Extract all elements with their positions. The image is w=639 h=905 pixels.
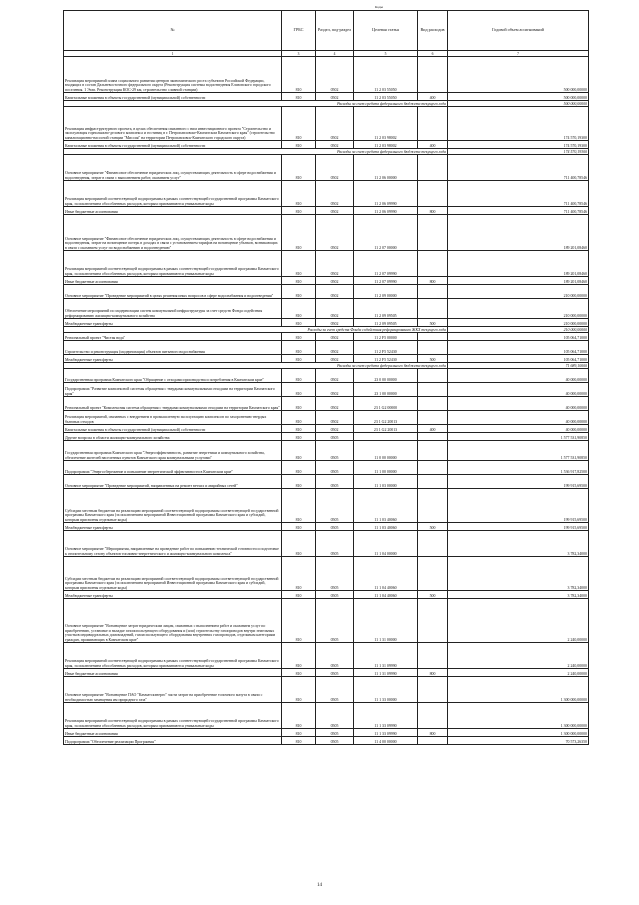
section-cell: 0502	[316, 155, 354, 181]
amount-cell: 711 400,78546	[448, 181, 589, 207]
section-cell: 0502	[316, 319, 354, 327]
section-cell: 0505	[316, 591, 354, 599]
expense-type-cell: 800	[418, 277, 448, 285]
grbs-cell: 810	[282, 397, 316, 411]
article-cell: 11 2 07 09990	[354, 251, 418, 277]
expense-type-cell	[418, 531, 448, 557]
expense-type-cell	[418, 341, 448, 355]
table-row	[64, 383, 589, 397]
expense-type-cell	[418, 215, 448, 251]
amount-cell: 189 201,08460	[448, 277, 589, 285]
expense-type-cell: 500	[418, 355, 448, 363]
row-name-cell: Подпрограмма "Обеспечение реализации Программы"	[64, 737, 282, 745]
row-name-cell: Реализация мероприятий соответствующей подпрограммы в рамках соответствующей государственной программы Камчатского края, за исключением обособленных расходов, которым присваиваются уникальные коды	[64, 703, 282, 729]
table-row	[64, 341, 589, 355]
table-row	[64, 285, 589, 299]
section-cell: 0502	[316, 355, 354, 363]
expense-type-cell	[418, 475, 448, 489]
expense-type-cell	[418, 333, 448, 341]
row-name-cell: Иные бюджетные ассигнования	[64, 729, 282, 737]
column-header-grbs: ГРБС	[282, 11, 316, 51]
section-cell: 0502	[316, 215, 354, 251]
amount-cell: 1 300 000,00000	[448, 729, 589, 737]
table-row	[64, 557, 589, 591]
table-row	[64, 215, 589, 251]
amount-cell: 210 000,00000	[448, 285, 589, 299]
row-name-cell: Межбюджетные трансферты	[64, 319, 282, 327]
grbs-cell: 810	[282, 277, 316, 285]
column-header-section: Раздел, под-раздел	[316, 11, 354, 51]
table-row	[64, 299, 589, 319]
expense-type-cell	[418, 461, 448, 475]
grbs-cell: 810	[282, 383, 316, 397]
grbs-cell: 810	[282, 737, 316, 745]
table-row	[64, 677, 589, 703]
expense-type-cell	[418, 677, 448, 703]
row-name-cell: Основное мероприятие "Возмещение затрат юридическим лицам, связанных с выполнением работ и оказанием услуг по приобретению, установке и наладке газоиспользующего оборудования и (или) строительству газопроводов внутри земельных участков индивидуальных домовладений, газоиспользующего оборудования внутренних газопроводов, отдельным категориям граждан, проживающих в Камчатском крае"	[64, 599, 282, 643]
expense-type-cell	[418, 155, 448, 181]
amount-cell: 40 000,00000	[448, 425, 589, 433]
article-cell: 11 2 06 09990	[354, 207, 418, 215]
row-name-cell: Основное мероприятие "Возмещение ПАО "Камчатскэнерго" части затрат на приобретение топочного мазута в связи с необходимостью замещения им природного газа"	[64, 677, 282, 703]
expense-type-cell: 400	[418, 93, 448, 101]
amount-cell: 70 573,26350	[448, 737, 589, 745]
table-body	[64, 57, 589, 745]
article-cell	[354, 433, 418, 441]
grbs-cell: 810	[282, 155, 316, 181]
amount-cell: 3 782,34000	[448, 557, 589, 591]
article-cell: 11 1 04 40060	[354, 591, 418, 599]
row-name-cell: Межбюджетные трансферты	[64, 523, 282, 531]
section-cell: 0502	[316, 93, 354, 101]
funding-source-amount: 500 000,00000	[448, 101, 589, 107]
grbs-cell: 810	[282, 319, 316, 327]
section-cell: 0502	[316, 369, 354, 383]
amount-cell: 3 782,34000	[448, 531, 589, 557]
grbs-cell: 810	[282, 299, 316, 319]
section-cell: 0502	[316, 277, 354, 285]
article-cell: 11 1 31 09990	[354, 669, 418, 677]
section-cell: 0502	[316, 411, 354, 425]
article-cell: 23 0 00 00000	[354, 369, 418, 383]
funding-source-label: Расходы за счет средств федерального бюджета текущего года	[64, 101, 448, 107]
funding-source-label: Расходы за счет средств Фонда содействия реформированию ЖКХ текущего года	[64, 327, 448, 333]
article-cell: 23 1 G2 20013	[354, 425, 418, 433]
table-row	[64, 669, 589, 677]
expense-type-cell: 800	[418, 207, 448, 215]
row-name-cell: Государственная программа Камчатского края "Обращение с отходами производства и потребления в Камчатском крае"	[64, 369, 282, 383]
grbs-cell: 810	[282, 251, 316, 277]
expense-type-cell: 500	[418, 523, 448, 531]
funding-source-label: Расходы за счет средств федерального бюджета текущего года	[64, 149, 448, 155]
grbs-cell: 810	[282, 669, 316, 677]
table-row	[64, 461, 589, 475]
article-cell: 11 2 06 09990	[354, 181, 418, 207]
section-cell: 0502	[316, 425, 354, 433]
section-cell: 0505	[316, 489, 354, 523]
funding-source-amount: 210 000,00000	[448, 327, 589, 333]
section-cell: 0505	[316, 669, 354, 677]
amount-cell: 40 000,00000	[448, 411, 589, 425]
amount-cell: 2 240,00000	[448, 643, 589, 669]
amount-cell: 711 400,78546	[448, 207, 589, 215]
row-name-cell: Реализация мероприятий соответствующей подпрограммы в рамках соответствующей государственной программы Камчатского края, за исключением обособленных расходов, которым присваиваются уникальные коды	[64, 643, 282, 669]
amount-cell: 711 400,78546	[448, 155, 589, 181]
article-cell: 11 1 00 00000	[354, 461, 418, 475]
article-cell: 11 1 31 09990	[354, 643, 418, 669]
expense-type-cell	[418, 299, 448, 319]
section-cell: 0502	[316, 333, 354, 341]
table-row	[64, 643, 589, 669]
grbs-cell: 810	[282, 591, 316, 599]
article-cell: 11 2 09 09505	[354, 299, 418, 319]
grbs-cell: 810	[282, 729, 316, 737]
row-name-cell: Реализация инфраструктурного проекта, в целях обеспечения связанного с ним инвестиционного проекта "Строительство и эксплуатация горнолыжно-делового комплекса и гостиниц в г. Петропавловске-Камчатском Камчатского края" (строительство канализационно-насосной станции "Миссия" на территории Петропавловск-Камчатского городского округа)	[64, 107, 282, 141]
column-number: 3	[282, 51, 316, 57]
amount-cell: 1 300 000,00000	[448, 677, 589, 703]
article-cell: 11 2 F5 52430	[354, 341, 418, 355]
grbs-cell: 810	[282, 643, 316, 669]
amount-cell: 1 577 531,90850	[448, 433, 589, 441]
amount-cell: 1 536 917,82500	[448, 461, 589, 475]
table-row	[64, 737, 589, 745]
article-cell: 11 1 33 09990	[354, 703, 418, 729]
row-name-cell: Капитальные вложения в объекты государственной (муниципальной) собственности	[64, 93, 282, 101]
section-cell: 0505	[316, 441, 354, 461]
section-cell: 0505	[316, 677, 354, 703]
amount-cell: 2 240,00000	[448, 669, 589, 677]
section-cell: 0502	[316, 181, 354, 207]
table-row	[64, 523, 589, 531]
row-name-cell: Межбюджетные трансферты	[64, 355, 282, 363]
codes-header-label: Коды	[375, 5, 383, 9]
section-cell: 0505	[316, 557, 354, 591]
table-row	[64, 591, 589, 599]
row-name-cell: Реализация мероприятий соответствующей подпрограммы в рамках соответствующей государственной программы Камчатского края, за исключением обособленных расходов, которым присваиваются уникальные коды	[64, 251, 282, 277]
section-cell: 0502	[316, 107, 354, 141]
funding-source-amount: 71 689,10000	[448, 363, 589, 369]
section-cell: 0505	[316, 599, 354, 643]
section-cell: 0502	[316, 341, 354, 355]
section-cell: 0502	[316, 397, 354, 411]
expense-type-cell: 800	[418, 729, 448, 737]
row-name-cell: Реализация мероприятий плана социального развития центров экономического роста субъектов Российской Федерации, входящих в состав Дальневосточного федерального округа (Реконструкция системы водоотведения Елизовского городского поселения. 1 Этап. Реконструкция КОС-29 км, строительство сливной станции)	[64, 57, 282, 93]
table-row	[64, 475, 589, 489]
table-header-row	[64, 11, 589, 51]
table-row	[64, 433, 589, 441]
table-row	[64, 181, 589, 207]
table-row	[64, 369, 589, 383]
column-number: 7	[448, 51, 589, 57]
table-row	[64, 277, 589, 285]
budget-table-page	[63, 10, 588, 745]
expense-type-cell	[418, 703, 448, 729]
table-row	[64, 333, 589, 341]
article-cell: 11 2 07 00000	[354, 215, 418, 251]
table-row	[64, 441, 589, 461]
table-row	[64, 251, 589, 277]
grbs-cell: 810	[282, 411, 316, 425]
row-name-cell: Реализация мероприятий, связанных с внедрением в промышленную эксплуатацию комплексов по захоронению твердых бытовых отходов	[64, 411, 282, 425]
expense-type-cell	[418, 433, 448, 441]
section-cell: 0505	[316, 433, 354, 441]
column-number: 5	[354, 51, 418, 57]
grbs-cell: 810	[282, 207, 316, 215]
article-cell: 11 1 04 40060	[354, 557, 418, 591]
amount-cell: 105 064,71000	[448, 341, 589, 355]
table-row	[64, 425, 589, 433]
grbs-cell: 810	[282, 215, 316, 251]
column-header-amount: Годовой объем ассигнований	[448, 11, 589, 51]
row-name-cell: Региональный проект "Чистая вода"	[64, 333, 282, 341]
row-name-cell: Капитальные вложения в объекты государственной (муниципальной) собственности	[64, 141, 282, 149]
section-cell: 0505	[316, 737, 354, 745]
expense-type-cell	[418, 285, 448, 299]
budget-table	[63, 10, 589, 745]
expense-type-cell	[418, 489, 448, 523]
grbs-cell: 810	[282, 333, 316, 341]
row-name-cell: Государственная программа Камчатского края "Энергоэффективность, развитие энергетики и коммунального хозяйства, обеспечение жителей населенных пунктов Камчатского края коммунальными услугами"	[64, 441, 282, 461]
amount-cell: 189 201,08460	[448, 251, 589, 277]
section-cell: 0502	[316, 207, 354, 215]
row-name-cell: Иные бюджетные ассигнования	[64, 669, 282, 677]
row-name-cell: Иные бюджетные ассигнования	[64, 207, 282, 215]
section-cell: 0505	[316, 461, 354, 475]
section-cell: 0505	[316, 643, 354, 669]
amount-cell: 199 915,69500	[448, 523, 589, 531]
row-name-cell: Субсидии местным бюджетам на реализацию мероприятий соответствующей подпрограммы соответствующей государственной программы Камчатского края (за исключением мероприятий Инвестиционной программы Камчатского края и субсидий, которым присвоены отдельные коды)	[64, 557, 282, 591]
amount-cell: 189 201,08460	[448, 215, 589, 251]
article-cell: 11 2 03 98002	[354, 107, 418, 141]
article-cell: 11 1 03 40060	[354, 523, 418, 531]
expense-type-cell	[418, 107, 448, 141]
section-cell: 0505	[316, 729, 354, 737]
row-name-cell: Строительство и реконструкция (модернизация) объектов питьевого водоснабжения	[64, 341, 282, 355]
expense-type-cell	[418, 441, 448, 461]
article-cell: 11 2 09 00000	[354, 285, 418, 299]
expense-type-cell	[418, 643, 448, 669]
amount-cell: 210 000,00000	[448, 319, 589, 327]
column-number: 6	[418, 51, 448, 57]
row-name-cell: Основное мероприятие "Проведение мероприятий в целях решения иных вопросов в сфере водоснабжения и водоотведения"	[64, 285, 282, 299]
expense-type-cell: 400	[418, 141, 448, 149]
column-header-number: №	[64, 11, 282, 51]
section-cell: 0505	[316, 523, 354, 531]
row-name-cell: Межбюджетные трансферты	[64, 591, 282, 599]
row-name-cell: Обеспечение мероприятий по модернизации систем коммунальной инфраструктуры за счет средств Фонда содействия реформированию жилищно-коммунального хозяйства	[64, 299, 282, 319]
article-cell: 11 2 03 98002	[354, 141, 418, 149]
expense-type-cell	[418, 369, 448, 383]
table-row	[64, 489, 589, 523]
article-cell: 23 1 00 00000	[354, 383, 418, 397]
expense-type-cell: 800	[418, 669, 448, 677]
amount-cell: 199 915,69500	[448, 475, 589, 489]
table-row	[64, 703, 589, 729]
grbs-cell: 810	[282, 57, 316, 93]
expense-type-cell	[418, 557, 448, 591]
row-name-cell: Основное мероприятие "Финансовое обеспечение юридических лиц, осуществляющих деятельность в сфере водоснабжения и водоотведения, затрат на возмещение потерь в доходах в связи с установлением тарифов на возмещение убытков, возникающих в связи с оказанием услуг по водоснабжению и водоотведению"	[64, 215, 282, 251]
section-cell: 0502	[316, 285, 354, 299]
article-cell: 11 1 33 09990	[354, 729, 418, 737]
grbs-cell: 810	[282, 93, 316, 101]
table-row	[64, 155, 589, 181]
amount-cell: 500 000,00000	[448, 93, 589, 101]
row-name-cell: Иные бюджетные ассигнования	[64, 277, 282, 285]
amount-cell: 174 570,19300	[448, 107, 589, 141]
table-row	[64, 141, 589, 149]
funding-source-amount: 174 570,19300	[448, 149, 589, 155]
column-header-type: Вид расходов	[418, 11, 448, 51]
article-cell: 11 4 00 00000	[354, 737, 418, 745]
amount-cell: 2 240,00000	[448, 599, 589, 643]
article-cell: 23 1 G2 00000	[354, 397, 418, 411]
section-cell: 0502	[316, 141, 354, 149]
section-cell: 0502	[316, 251, 354, 277]
row-name-cell: Основное мероприятие "Проведение мероприятий, направленных на ремонт ветхих и аварийных сетей"	[64, 475, 282, 489]
expense-type-cell: 500	[418, 319, 448, 327]
article-cell: 11 2 06 00000	[354, 155, 418, 181]
grbs-cell: 810	[282, 285, 316, 299]
grbs-cell: 810	[282, 341, 316, 355]
table-row	[64, 57, 589, 93]
grbs-cell: 810	[282, 489, 316, 523]
section-cell: 0502	[316, 299, 354, 319]
table-row	[64, 729, 589, 737]
table-row	[64, 411, 589, 425]
amount-cell: 210 000,00000	[448, 299, 589, 319]
row-name-cell: Региональный проект "Комплексная система обращения с твердыми коммунальными отходами на территории Камчатского края"	[64, 397, 282, 411]
expense-type-cell	[418, 599, 448, 643]
column-number: 4	[316, 51, 354, 57]
expense-type-cell	[418, 397, 448, 411]
row-name-cell: Субсидии местным бюджетам на реализацию мероприятий соответствующей подпрограммы соответствующей государственной программы Камчатского края (за исключением мероприятий Инвестиционной программы Камчатского края и субсидий, которым присвоены отдельные коды)	[64, 489, 282, 523]
grbs-cell: 810	[282, 599, 316, 643]
section-cell: 0505	[316, 531, 354, 557]
section-cell: 0505	[316, 703, 354, 729]
row-name-cell: Другие вопросы в области жилищно-коммунального хозяйства	[64, 433, 282, 441]
article-cell: 11 2 09 09505	[354, 319, 418, 327]
grbs-cell: 810	[282, 475, 316, 489]
section-cell: 0502	[316, 57, 354, 93]
grbs-cell: 810	[282, 677, 316, 703]
amount-cell: 1 300 000,00000	[448, 703, 589, 729]
article-cell: 11 2 03 55050	[354, 57, 418, 93]
expense-type-cell: 400	[418, 425, 448, 433]
article-cell: 11 2 F5 00000	[354, 333, 418, 341]
table-row	[64, 397, 589, 411]
expense-type-cell	[418, 737, 448, 745]
grbs-cell: 810	[282, 425, 316, 433]
table-row	[64, 207, 589, 215]
article-cell: 23 1 G2 20013	[354, 411, 418, 425]
row-name-cell: Капитальные вложения в объекты государственной (муниципальной) собственности	[64, 425, 282, 433]
article-cell: 11 2 03 55050	[354, 93, 418, 101]
column-number: 1	[64, 51, 282, 57]
table-row	[64, 599, 589, 643]
grbs-cell: 810	[282, 441, 316, 461]
grbs-cell: 810	[282, 107, 316, 141]
table-row	[64, 319, 589, 327]
grbs-cell: 810	[282, 181, 316, 207]
grbs-cell: 810	[282, 531, 316, 557]
table-row	[64, 531, 589, 557]
grbs-cell: 810	[282, 141, 316, 149]
article-cell: 11 1 03 00000	[354, 475, 418, 489]
row-name-cell: Основное мероприятие "Финансовое обеспечение юридических лиц, осуществляющих деятельность в сфере водоснабжения и водоотведения, затрат в связи с выполнением работ, оказанием услуг"	[64, 155, 282, 181]
amount-cell: 3 782,34000	[448, 591, 589, 599]
article-cell: 11 1 31 00000	[354, 599, 418, 643]
expense-type-cell	[418, 411, 448, 425]
article-cell: 11 1 33 00000	[354, 677, 418, 703]
amount-cell: 40 000,00000	[448, 383, 589, 397]
amount-cell: 40 000,00000	[448, 397, 589, 411]
expense-type-cell	[418, 181, 448, 207]
table-row	[64, 107, 589, 141]
amount-cell: 500 000,00000	[448, 57, 589, 93]
table-row	[64, 355, 589, 363]
expense-type-cell	[418, 57, 448, 93]
table-row	[64, 93, 589, 101]
row-name-cell: Основное мероприятие "Мероприятия, направленные на проведение работ по повышению технической готовности и подготовке к отопительному сезону объектов топливно-энергетического и жилищно-коммунального комплекса"	[64, 531, 282, 557]
article-cell: 11 2 07 09990	[354, 277, 418, 285]
amount-cell: 40 000,00000	[448, 369, 589, 383]
grbs-cell: 810	[282, 369, 316, 383]
section-cell: 0505	[316, 475, 354, 489]
section-cell: 0502	[316, 383, 354, 397]
article-cell: 11 1 03 40060	[354, 489, 418, 523]
row-name-cell: Подпрограмма "Развитие комплексной системы обращения с твердыми коммунальными отходами на территории Камчатского края"	[64, 383, 282, 397]
grbs-cell: 810	[282, 433, 316, 441]
grbs-cell: 810	[282, 557, 316, 591]
grbs-cell: 810	[282, 523, 316, 531]
grbs-cell: 810	[282, 461, 316, 475]
funding-source-label: Расходы за счет средств федерального бюджета текущего года	[64, 363, 448, 369]
amount-cell: 1 577 531,90850	[448, 441, 589, 461]
amount-cell: 199 915,69500	[448, 489, 589, 523]
expense-type-cell	[418, 383, 448, 397]
row-name-cell: Подпрограмма "Энергосбережение и повышение энергетической эффективности в Камчатском крае"	[64, 461, 282, 475]
page-number: 14	[317, 883, 322, 888]
grbs-cell: 810	[282, 703, 316, 729]
expense-type-cell	[418, 251, 448, 277]
column-header-article: Целевая статья	[354, 11, 418, 51]
expense-type-cell: 500	[418, 591, 448, 599]
article-cell: 11 1 04 00000	[354, 531, 418, 557]
amount-cell: 105 064,71000	[448, 333, 589, 341]
article-cell: 11 0 00 00000	[354, 441, 418, 461]
amount-cell: 105 064,71000	[448, 355, 589, 363]
article-cell: 11 2 F5 52430	[354, 355, 418, 363]
grbs-cell: 810	[282, 355, 316, 363]
amount-cell: 174 570,19300	[448, 141, 589, 149]
row-name-cell: Реализация мероприятий соответствующей подпрограммы в рамках соответствующей государственной программы Камчатского края, за исключением обособленных расходов, которым присваиваются уникальные коды	[64, 181, 282, 207]
